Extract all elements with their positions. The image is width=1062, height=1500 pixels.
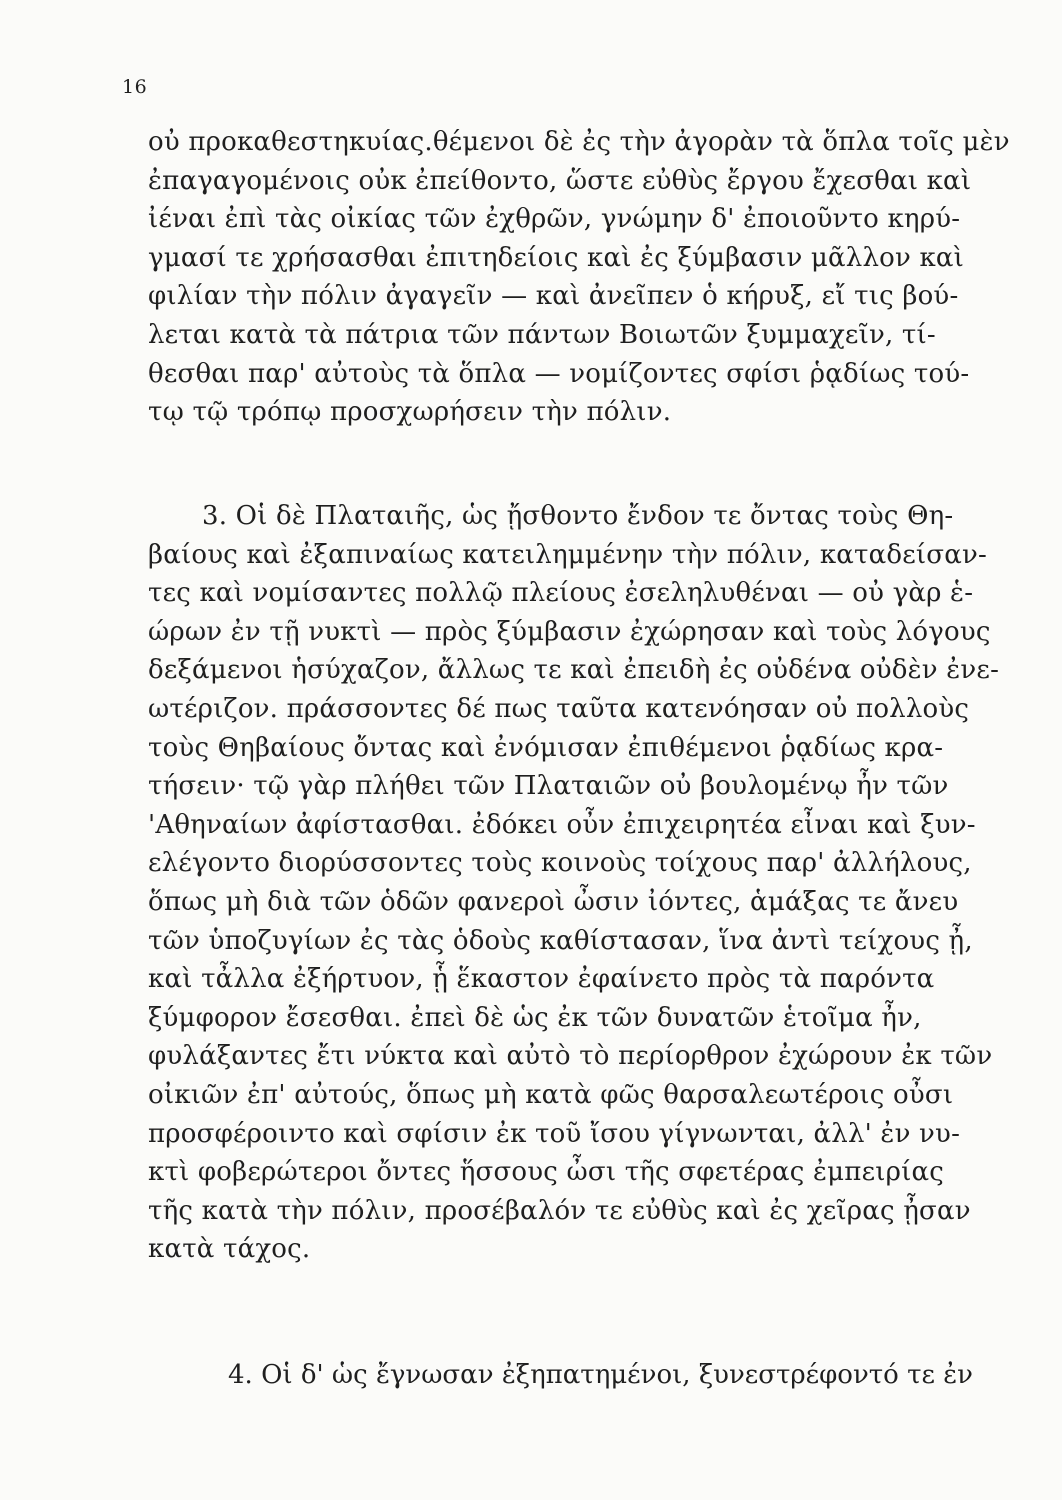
paragraph-2 xyxy=(148,497,1018,1269)
text-line: λεται κατὰ τὰ πάτρια τῶν πάντων Βοιωτῶν ξυμμαχεῖν, τί- xyxy=(148,319,936,350)
text-line: κατὰ τάχος. xyxy=(148,1234,311,1265)
text-line: ώρων ἐν τῇ νυκτὶ — πρὸς ξύμβασιν ἐχώρησαν καὶ τοὺς λόγους xyxy=(148,616,991,647)
paragraph-1 xyxy=(148,123,1018,432)
text-line: τῆς κατὰ τὴν πόλιν, προσέβαλόν τε εὐθὺς καὶ ἐς χεῖρας ᾖσαν xyxy=(148,1195,971,1226)
text-line: 'Αθηναίων ἀφίστασθαι. ἐδόκει οὖν ἐπιχειρητέα εἶναι καὶ ξυν- xyxy=(148,809,976,840)
text-line: τῳ τῷ τρόπῳ προσχωρήσειν τὴν πόλιν. xyxy=(148,397,672,428)
text-line: ελέγοντο διορύσσοντες τοὺς κοινοὺς τοίχους παρ' ἀλλήλους, xyxy=(148,848,972,879)
text-line: βαίους καὶ ἐξαπιναίως κατειλημμένην τὴν πόλιν, καταδείσαν- xyxy=(148,539,988,570)
text-line: τοὺς Θηβαίους ὄντας καὶ ἐνόμισαν ἐπιθέμενοι ῥᾳδίως κρα- xyxy=(148,732,944,763)
paragraph-3: 4. Οἱ δ' ὡς ἔγνωσαν ἐξηπατημένοι, ξυνεστρέφοντό τε ἐν xyxy=(228,1360,973,1390)
text-line: προσφέροιντο καὶ σφίσιν ἐκ τοῦ ἴσου γίγνωνται, ἀλλ' ἐν νυ- xyxy=(148,1118,961,1149)
text-line: ὅπως μὴ διὰ τῶν ὁδῶν φανεροὶ ὦσιν ἰόντες, ἁμάξας τε ἄνευ xyxy=(148,886,959,917)
text-line: τες καὶ νομίσαντες πολλῷ πλείους ἐσεληλυθέναι — οὐ γὰρ ἑ- xyxy=(148,578,974,609)
page-number: 16 xyxy=(122,76,148,98)
text-line: καὶ τἆλλα ἐξήρτυον, ᾗ ἕκαστον ἐφαίνετο πρὸς τὰ παρόντα xyxy=(148,964,935,995)
text-line: ἰέναι ἐπὶ τὰς οἰκίας τῶν ἐχθρῶν, γνώμην δ' ἐποιοῦντο κηρύ- xyxy=(148,204,961,235)
text-line: οἰκιῶν ἐπ' αὐτούς, ὅπως μὴ κατὰ φῶς θαρσαλεωτέροις οὖσι xyxy=(148,1079,954,1110)
text-line: ἐπαγαγομένοις οὐκ ἐπείθοντο, ὥστε εὐθὺς ἔργου ἔχεσθαι καὶ xyxy=(148,165,972,196)
text-line: τῶν ὑποζυγίων ἐς τὰς ὁδοὺς καθίστασαν, ἵνα ἀντὶ τείχους ᾖ, xyxy=(148,925,973,956)
text-line: θεσθαι παρ' αὐτοὺς τὰ ὅπλα — νομίζοντες σφίσι ῥᾳδίως τού- xyxy=(148,358,970,389)
text-line: ωτέριζον. πράσσοντες δέ πως ταῦτα κατενόησαν οὐ πολλοὺς xyxy=(148,693,970,724)
text-line: τήσειν· τῷ γὰρ πλήθει τῶν Πλαταιῶν οὐ βουλομένῳ ἦν τῶν xyxy=(148,771,949,802)
text-line: φιλίαν τὴν πόλιν ἀγαγεῖν — καὶ ἀνεῖπεν ὁ κήρυξ, εἴ τις βού- xyxy=(148,281,959,312)
text-line: γμασί τε χρήσασθαι ἐπιτηδείοις καὶ ἐς ξύμβασιν μᾶλλον καὶ xyxy=(148,242,965,273)
text-line: οὐ προκαθεστηκυίας.θέμενοι δὲ ἐς τὴν ἀγορὰν τὰ ὅπλα τοῖς μὲν xyxy=(148,127,1010,157)
text-line: κτὶ φοβερώτεροι ὄντες ἥσσους ὦσι τῆς σφετέρας ἐμπειρίας xyxy=(148,1157,945,1188)
text-line: φυλάξαντες ἔτι νύκτα καὶ αὐτὸ τὸ περίορθρον ἐχώρουν ἐκ τῶν xyxy=(148,1041,993,1072)
text-line: δεξάμενοι ἡσύχαζον, ἄλλως τε καὶ ἐπειδὴ ἐς οὐδένα οὐδὲν ἐνε- xyxy=(148,655,1000,686)
text-line: ξύμφορον ἔσεσθαι. ἐπεὶ δὲ ὡς ἐκ τῶν δυνατῶν ἑτοῖμα ἦν, xyxy=(148,1002,922,1033)
text-line: 3. Οἱ δὲ Πλαταιῆς, ὡς ᾔσθοντο ἔνδον τε ὄντας τοὺς Θη- xyxy=(202,501,954,531)
